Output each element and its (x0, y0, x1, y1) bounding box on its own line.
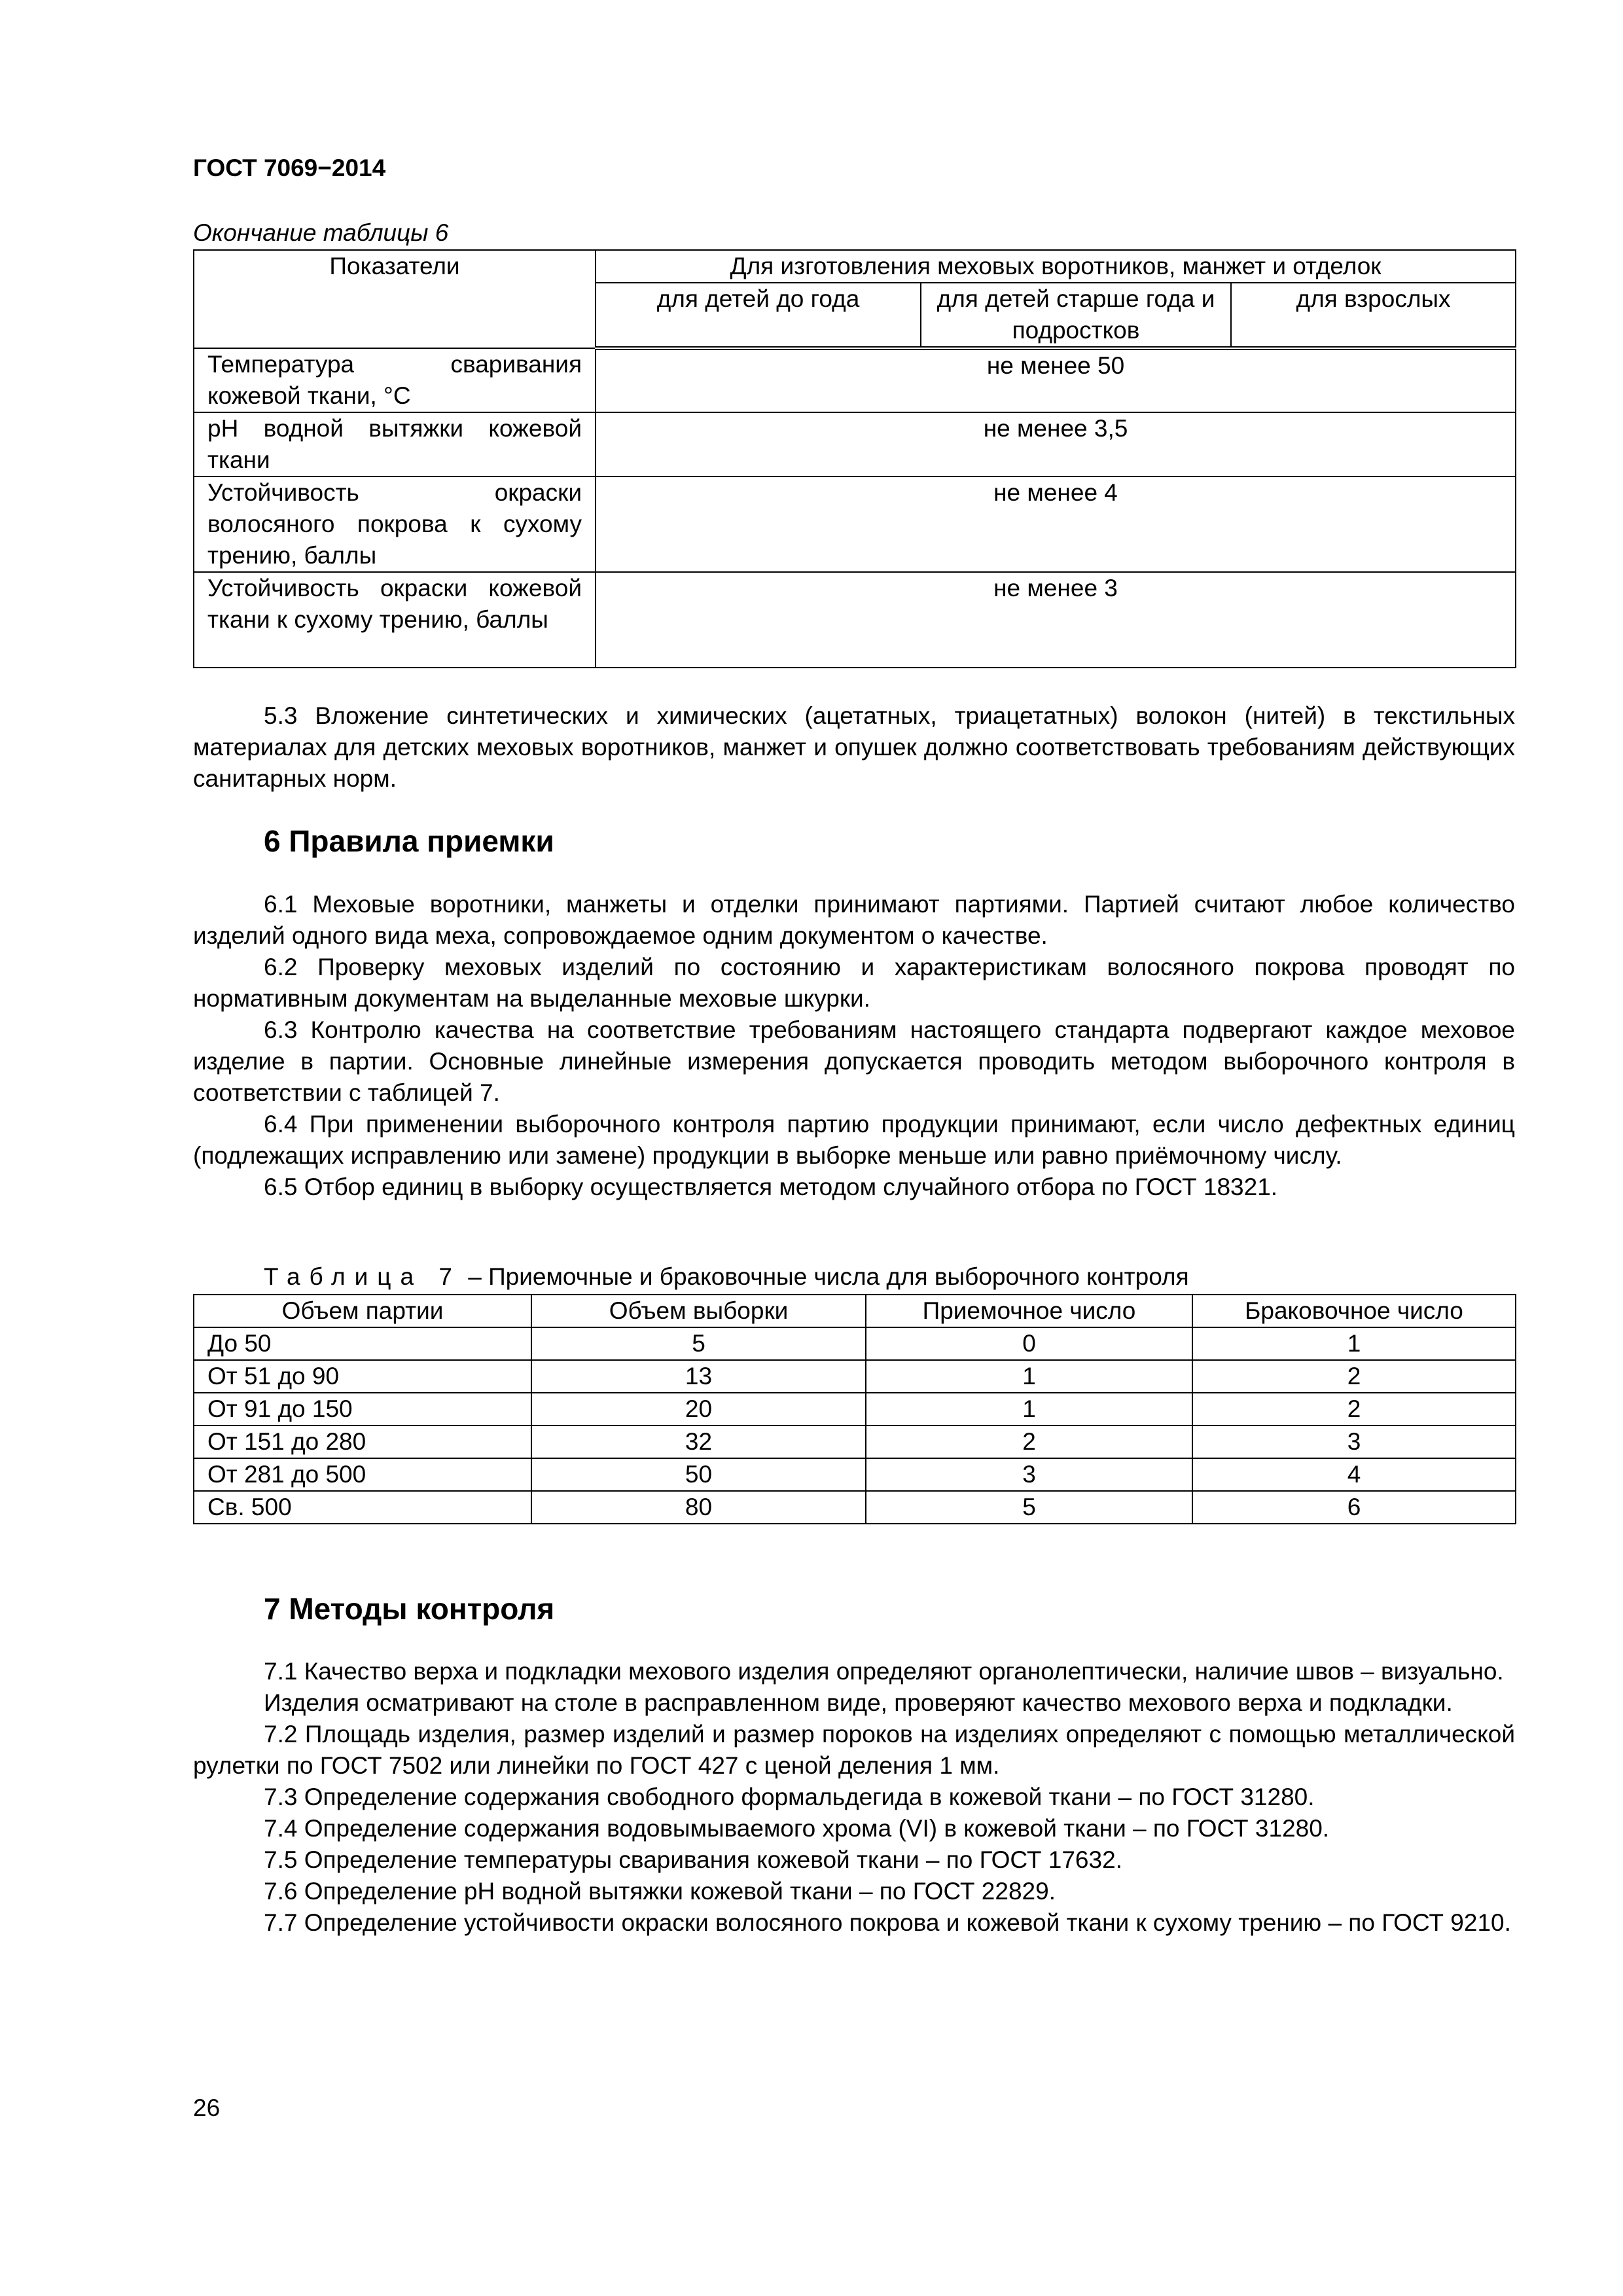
table6-header-indicator: Показатели (194, 250, 596, 348)
paragraph-7-4: 7.4 Определение содержания водовымываемого хрома (VI) в кожевой ткани – по ГОСТ 31280. (264, 1815, 1330, 1842)
table7-header-cell: Приемочное число (866, 1295, 1192, 1327)
table7-cell: 1 (866, 1393, 1192, 1426)
table7-cell: От 51 до 90 (194, 1360, 531, 1393)
table-row (194, 1393, 1516, 1426)
table6-subheader-cell: для детей старше года и подростков (921, 283, 1231, 348)
table6-row-value: не менее 50 (596, 348, 1516, 412)
paragraph-7-5: 7.5 Определение температуры сваривания кожевой ткани – по ГОСТ 17632. (264, 1846, 1122, 1873)
table7-cell: 4 (1192, 1458, 1516, 1491)
section-6-title: 6 Правила приемки (264, 824, 554, 858)
section-7-body (193, 1656, 1515, 1939)
table6-subheader-cell: для взрослых (1231, 283, 1516, 348)
table7-cell: 2 (1192, 1393, 1516, 1426)
table-row (194, 1458, 1516, 1491)
paragraph-6-2: 6.2 Проверку меховых изделий по состоянию и характеристикам волосяного покрова проводят по нормативным документам на выделанные меховые шкурки. (193, 954, 1515, 1012)
paragraph-7-3: 7.3 Определение содержания свободного формальдегида в кожевой ткани – по ГОСТ 31280. (264, 1784, 1315, 1810)
paragraph-7-7: 7.7 Определение устойчивости окраски волосяного покрова и кожевой ткани к сухому трению – по ГОСТ 9210. (264, 1909, 1511, 1936)
table-row (194, 1327, 1516, 1360)
table7-cell: 80 (531, 1491, 866, 1524)
table7-header-cell: Объем выборки (531, 1295, 866, 1327)
table-row (194, 1491, 1516, 1524)
table7-cell: От 281 до 500 (194, 1458, 531, 1491)
paragraph-5-3: 5.3 Вложение синтетических и химических (ацетатных, триацетатных) волокон (нитей) в текстильных материалах для детских меховых воротников, манжет и опушек должно соответствовать требованиям действующих санитарных норм. (193, 702, 1515, 792)
table7-label: Таблица 7 (264, 1263, 461, 1290)
table7-cell: От 151 до 280 (194, 1426, 531, 1458)
table-row (194, 1360, 1516, 1393)
paragraph-5-3-block (193, 700, 1515, 795)
table7-cell: 6 (1192, 1491, 1516, 1524)
table7-cell: 20 (531, 1393, 866, 1426)
table7-header-row (194, 1295, 1516, 1327)
section-7-title: 7 Методы контроля (264, 1592, 555, 1626)
table7-title: – Приемочные и браковочные числа для выборочного контроля (461, 1263, 1189, 1290)
table7-cell: 1 (1192, 1327, 1516, 1360)
table7 (193, 1294, 1516, 1524)
table6-subheader-cell: для детей до года (596, 283, 921, 348)
table6-row-name: Устойчивость окраски кожевой ткани к сухому трению, баллы (194, 572, 596, 668)
table6-row-value: не менее 3,5 (596, 412, 1516, 476)
table7-cell: 2 (866, 1426, 1192, 1458)
table6-header-row (194, 250, 1516, 283)
table6-row-value: не менее 3 (596, 572, 1516, 668)
section-6-body (193, 889, 1515, 1203)
table7-cell: Св. 500 (194, 1491, 531, 1524)
table7-header-cell: Объем партии (194, 1295, 531, 1327)
table7-cell: 32 (531, 1426, 866, 1458)
paragraph-7-1-cont: Изделия осматривают на столе в расправленном виде, проверяют качество мехового верха и подкладки. (264, 1689, 1453, 1716)
table6-row (194, 572, 1516, 668)
table7-cell: 3 (1192, 1426, 1516, 1458)
table6-caption: Окончание таблицы 6 (193, 219, 449, 246)
table7-cell: До 50 (194, 1327, 531, 1360)
paragraph-6-4: 6.4 При применении выборочного контроля партию продукции принимают, если число дефектных единиц (подлежащих исправлению или замене) продукции в выборке меньше или равно приёмочному числу. (193, 1111, 1515, 1169)
table7-cell: От 91 до 150 (194, 1393, 531, 1426)
table7-cell: 2 (1192, 1360, 1516, 1393)
paragraph-6-1: 6.1 Меховые воротники, манжеты и отделки принимают партиями. Партией считают любое количество изделий одного вида меха, сопровождаемое одним документом о качестве. (193, 891, 1515, 949)
table6-row (194, 476, 1516, 572)
paragraph-7-2: 7.2 Площадь изделия, размер изделий и размер пороков на изделиях определяют с помощью металлической рулетки по ГОСТ 7502 или линейки по ГОСТ 427 с ценой деления 1 мм. (193, 1721, 1515, 1779)
table7-cell: 5 (866, 1491, 1192, 1524)
page-number: 26 (193, 2094, 221, 2121)
table7-cell: 0 (866, 1327, 1192, 1360)
table6-row-name: Устойчивость окраски волосяного покрова к сухому трению, баллы (194, 476, 596, 572)
paragraph-6-3: 6.3 Контролю качества на соответствие требованиям настоящего стандарта подвергают каждое меховое изделие в партии. Основные линейные измерения допускается проводить методом выборочного контроля в соответствии с таблицей 7. (193, 1016, 1515, 1106)
paragraph-6-5: 6.5 Отбор единиц в выборку осуществляется методом случайного отбора по ГОСТ 18321. (264, 1174, 1278, 1200)
table-row (194, 1426, 1516, 1458)
paragraph-7-6: 7.6 Определение pH водной вытяжки кожевой ткани – по ГОСТ 22829. (264, 1878, 1056, 1905)
paragraph-7-1: 7.1 Качество верха и подкладки мехового изделия определяют органолептически, наличие швов – визуально. (264, 1658, 1504, 1685)
table6-row-name: Температура сваривания кожевой ткани, °С (194, 348, 596, 412)
table7-cell: 5 (531, 1327, 866, 1360)
table7-cell: 50 (531, 1458, 866, 1491)
table7-header-cell: Браковочное число (1192, 1295, 1516, 1327)
table6-row (194, 348, 1516, 412)
table6-header-group: Для изготовления меховых воротников, манжет и отделок (596, 250, 1516, 283)
table6-row-name: pH водной вытяжки кожевой ткани (194, 412, 596, 476)
table6 (193, 249, 1516, 668)
table6-row-value: не менее 4 (596, 476, 1516, 572)
table7-cell: 3 (866, 1458, 1192, 1491)
table7-cell: 1 (866, 1360, 1192, 1393)
table6-row (194, 412, 1516, 476)
document-header: ГОСТ 7069−2014 (193, 154, 386, 181)
table7-cell: 13 (531, 1360, 866, 1393)
table7-caption (264, 1263, 1189, 1291)
